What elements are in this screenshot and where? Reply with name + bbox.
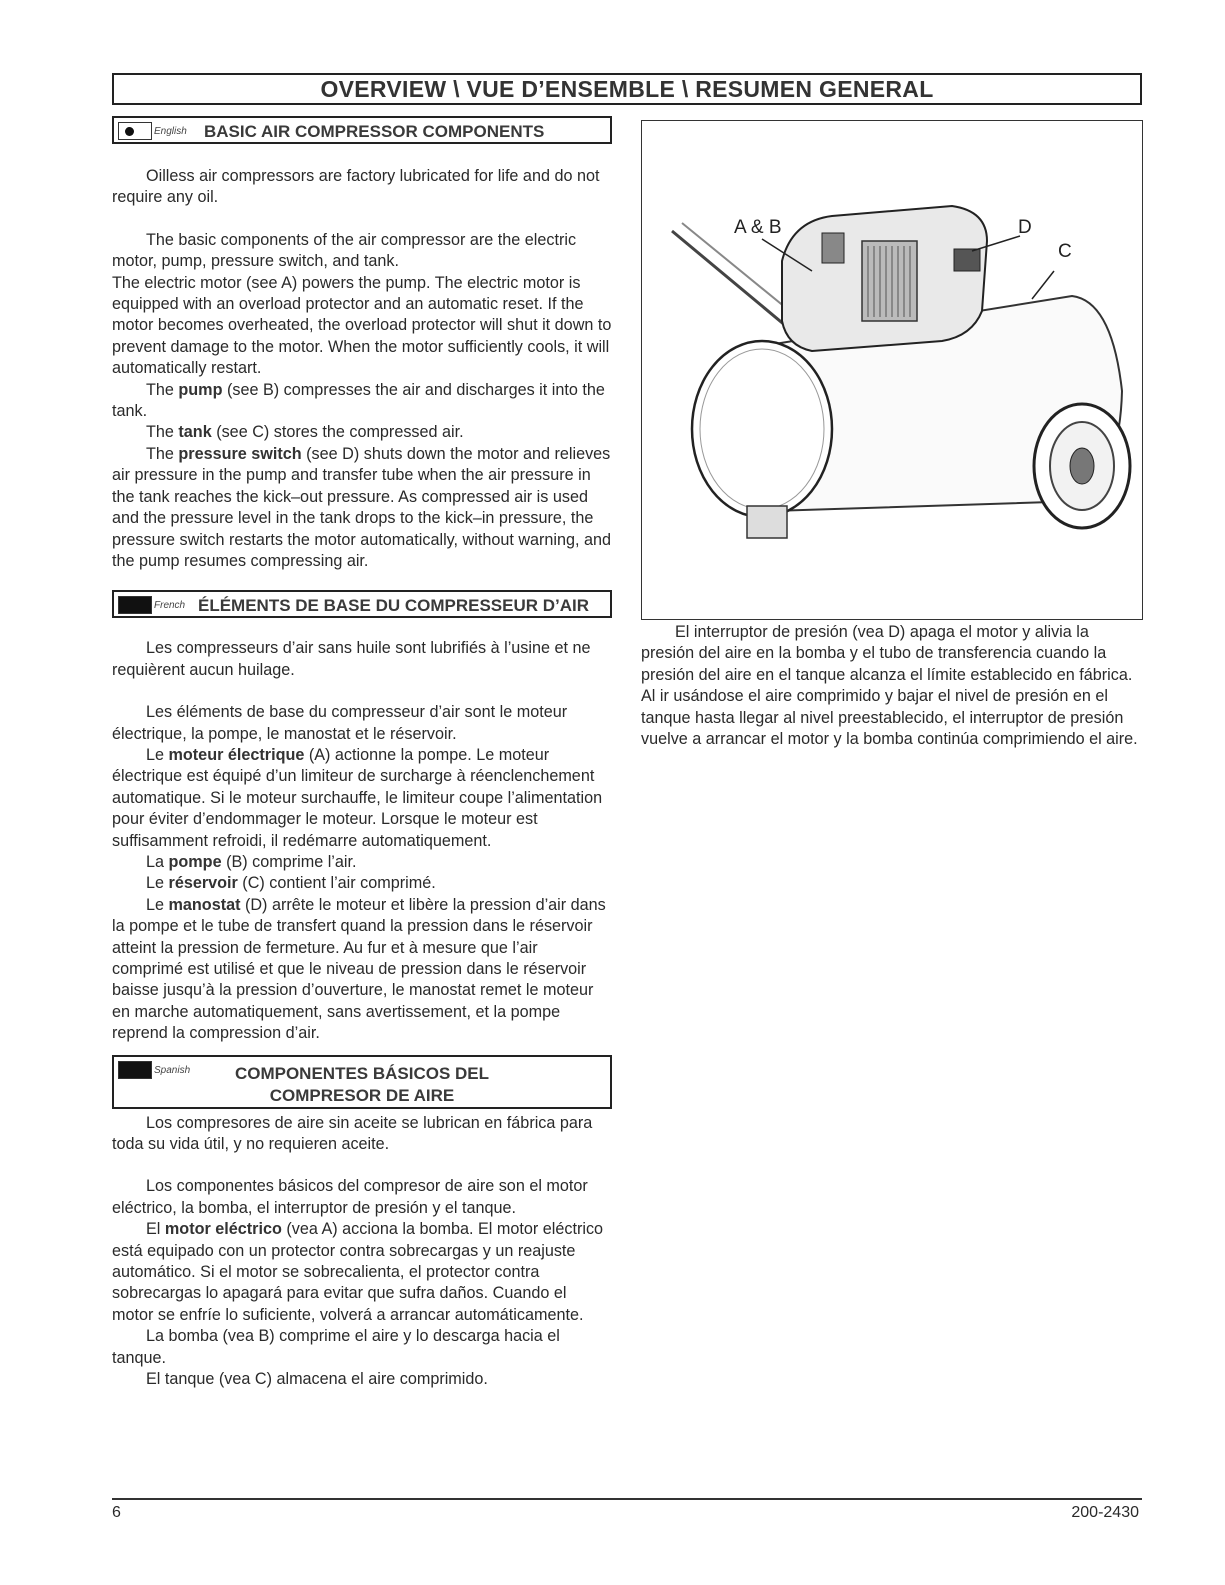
english-flag-icon [118, 122, 152, 140]
document-number: 200-2430 [1071, 1504, 1139, 1521]
label-a-b: A & B [734, 217, 782, 238]
paragraph: Los compresores de aire sin aceite se lubrican en fábrica para toda su vida útil, y no requieren aceite. [112, 1113, 593, 1154]
label-c: C [1058, 241, 1072, 262]
paragraph: Le manostat (D) arrête le moteur et libère la pression d’air dans la pompe et le tube de transfert quand la pression dans le réservoir atteint la pression de fermeture. Au fur et à mesure que l’air comprimé est utilisé et que le niveau de pression dans le réservoir baisse jusqu’à la pression d’ouverture, le manostat remet le moteur en marche automatiquement, sans avertissement, et la pompe reprend la compression d’air. [112, 895, 606, 1043]
paragraph: The basic components of the air compressor are the electric motor, pump, pressure switch, and tank. [112, 230, 577, 271]
right-column [641, 120, 1143, 750]
compressor-figure [641, 120, 1143, 620]
label-d: D [1018, 217, 1032, 238]
paragraph: Les éléments de base du compresseur d’air sont le moteur électrique, la pompe, le manostat et le réservoir. [112, 703, 568, 743]
paragraph: Le moteur électrique (A) actionne la pompe. Le moteur électrique est équipé d’un limiteur de surcharge à réenclenchement automatique. Si le moteur surchauffe, le limiteur coupe l’alimentation pour éviter d’endommager le moteur. Lorsque le moteur est suffisamment refroidi, il redémarre automatiquement. [112, 745, 603, 850]
page-number: 6 [112, 1504, 121, 1521]
paragraph: The tank (see C) stores the compressed air. [146, 423, 464, 442]
paragraph: La bomba (vea B) comprime el aire y lo descarga hacia el tanque. [112, 1327, 560, 1367]
english-section-header [112, 116, 612, 144]
paragraph: The electric motor (see A) powers the pump. The electric motor is equipped with an overload protector and an automatic reset. If the motor becomes overheated, the overload protector will shut it down to prevent damage to the motor. When the motor sufficiently cools, it will automatically restart. [112, 273, 612, 378]
paragraph: Los componentes básicos del compresor de aire son el motor eléctrico, la bomba, el interruptor de presión y el tanque. [112, 1177, 588, 1217]
french-flag-icon [118, 596, 152, 614]
paragraph: La pompe (B) comprime l’air. [146, 852, 357, 871]
spanish-section-header [112, 1055, 612, 1109]
air-compressor-illustration [642, 121, 1142, 619]
left-column [112, 116, 612, 1391]
footer-divider [112, 1498, 1142, 1500]
language-label: English [154, 126, 187, 137]
paragraph: The pressure switch (see D) shuts down the motor and relieves air pressure in the pump and transfer tube when the air pressure in the tank reaches the kick–out pressure. As compressed air is used and the pressure level in the tank drops to the kick–in pressure, the pressure switch restarts the motor automatically, without warning, and the pump resumes compressing air. [112, 444, 612, 570]
section-title: BASIC AIR COMPRESSOR COMPONENTS [204, 122, 545, 141]
paragraph: Oilless air compressors are factory lubricated for life and do not require any oil. [112, 167, 600, 207]
paragraph: El interruptor de presión (vea D) apaga el motor y alivia la presión del aire en la bomba y el tubo de transferencia cuando la presión del aire en el tanque alcanza el límite establecido en fábrica. Al ir usándose el aire comprimido y bajar el nivel de presión en el tanque hasta llegar al nivel preestablecido, el interruptor de presión vuelve a arrancar el motor y la bomba continúa comprimiendo el aire. [641, 623, 1138, 749]
section-title: ÉLÉMENTS DE BASE DU COMPRESSEUR D’AIR [198, 596, 590, 616]
paragraph: The pump (see B) compresses the air and discharges it into the tank. [112, 380, 605, 421]
paragraph: El tanque (vea C) almacena el aire comprimido. [146, 1370, 488, 1389]
paragraph: Les compresseurs d’air sans huile sont lubrifiés à l’usine et ne requièrent aucun huilage. [112, 639, 591, 679]
paragraph: Le réservoir (C) contient l’air comprimé. [146, 874, 436, 893]
language-label: Spanish [154, 1064, 191, 1076]
page-title: OVERVIEW \ VUE D’ENSEMBLE \ RESUMEN GENERAL [112, 73, 1142, 105]
language-label: French [154, 600, 186, 612]
french-section-header [112, 590, 612, 618]
section-title: COMPONENTES BÁSICOS DEL COMPRESOR DE AIRE [234, 1063, 490, 1105]
paragraph: El motor eléctrico (vea A) acciona la bomba. El motor eléctrico está equipado con un protector contra sobrecargas y un reajuste automático. Si el motor se sobrecalienta, el protector contra sobrecargas lo apagará para evitar que sufra daños. Cuando el motor se enfríe lo suficiente, volverá a arrancar automáticamente. [112, 1220, 604, 1324]
